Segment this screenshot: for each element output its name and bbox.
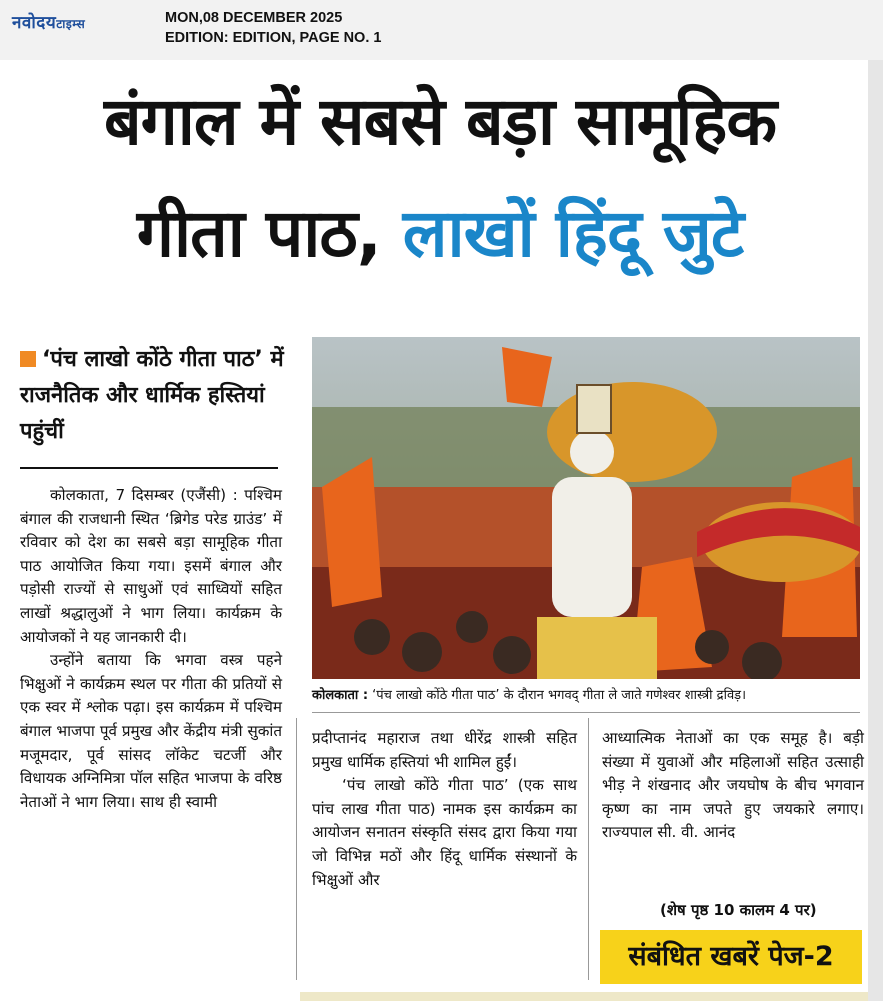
date-edition-info [165,8,381,48]
headline-blue-part: लाखों हिंदू जुटे [402,195,744,272]
page-edge [868,60,883,1001]
gita-path-photo [312,337,860,679]
next-article-strip [300,992,868,1001]
article-paragraph: ‘पंच लाखो कोंठे गीता पाठ’ (एक साथ पांच लाख गीता पाठ) नामक इस कार्यक्रम का आयोजन सनातन संस्कृति संसद द्वारा किया गया जो विभिन्न मठों और हिंदू धार्मिक संस्थानों के भिक्षुओं और [312,776,577,889]
article-paragraph: प्रदीप्तानंद महाराज तथा धीरेंद्र शास्त्री सहित प्रमुख धार्मिक हस्तियां भी शामिल हुईं। [312,729,577,771]
logo-sub: टाइम्स [56,17,86,31]
related-news-banner[interactable]: संबंधित खबरें पेज-2 [600,930,862,984]
subheadline [20,342,288,450]
square-bullet-icon [20,351,36,367]
article-paragraph: उन्होंने बताया कि भगवा वस्त्र पहने भिक्षुओं ने कार्यक्रम स्थल पर गीता की प्रतियों से एक स्वर में श्लोक पढ़ा। इस कार्यक्रम में पश्चिम बंगाल भाजपा पूर्व प्रमुख और केंद्रीय मंत्री सुकांत मजूमदार, पूर्व सांसद लॉकेट चटर्जी और विधायक अग्निमित्रा पॉल सहित भाजपा के वरिष्ठ नेताओं ने भाग लिया। साथ ही स्वामी [20,651,282,811]
logo-main: नवोदय [12,13,57,33]
headline-line-1: बंगाल में सबसे बड़ा सामूहिक [103,83,777,160]
caption-place: कोलकाता : [312,688,369,703]
article-column-1 [20,484,282,814]
headline-line-2 [15,190,865,278]
caption-text: ‘पंच लाखो कोंठे गीता पाठ’ के दौरान भगवद् गीता ले जाते गणेश्वर शास्त्री द्रविड़। [368,688,747,703]
header-bar [0,0,883,60]
article-column-2 [312,727,577,892]
subhead-divider [20,467,278,469]
column-divider [588,718,589,980]
edition-line: EDITION: EDITION, PAGE NO. 1 [165,30,382,46]
column-divider [296,718,297,980]
subheadline-text: ‘पंच लाखो कोंठे गीता पाठ’ में राजनैतिक और धार्मिक हस्तियां पहुंचीं [20,347,284,444]
continued-notice[interactable]: (शेष पृष्ठ 10 कालम 4 पर) [660,901,817,919]
headline-black-part: गीता पाठ, [136,195,403,272]
photo-caption [312,686,860,706]
article-column-3 [602,727,864,845]
news-photo[interactable] [312,337,860,679]
caption-divider [312,712,860,713]
article-paragraph: कोलकाता, 7 दिसम्बर (एजैंसी) : पश्चिम बंगाल की राजधानी स्थित ‘ब्रिगेड परेड ग्राउंड’ में रविवार को देश का सबसे बड़ा सामूहिक गीता पाठ आयोजित किया गया। इसमें बंगाल और पड़ोसी राज्यों से साधुओं एवं साध्वियों सहित लाखों श्रद्धालुओं ने भाग लिया। कार्यक्रम के आयोजकों ने यह जानकारी दी। [20,486,282,646]
date-line: MON,08 DECEMBER 2025 [165,10,343,26]
article-paragraph: आध्यात्मिक नेताओं का एक समूह है। बड़ी संख्या में युवाओं और महिलाओं सहित उत्साही भीड़ ने शंखनाद और जयघोष के बीच भगवान कृष्ण का नाम जपते हुए जयकारे लगाए। राज्यपाल सी. वी. आनंद [602,729,864,842]
newspaper-logo[interactable] [12,10,85,33]
